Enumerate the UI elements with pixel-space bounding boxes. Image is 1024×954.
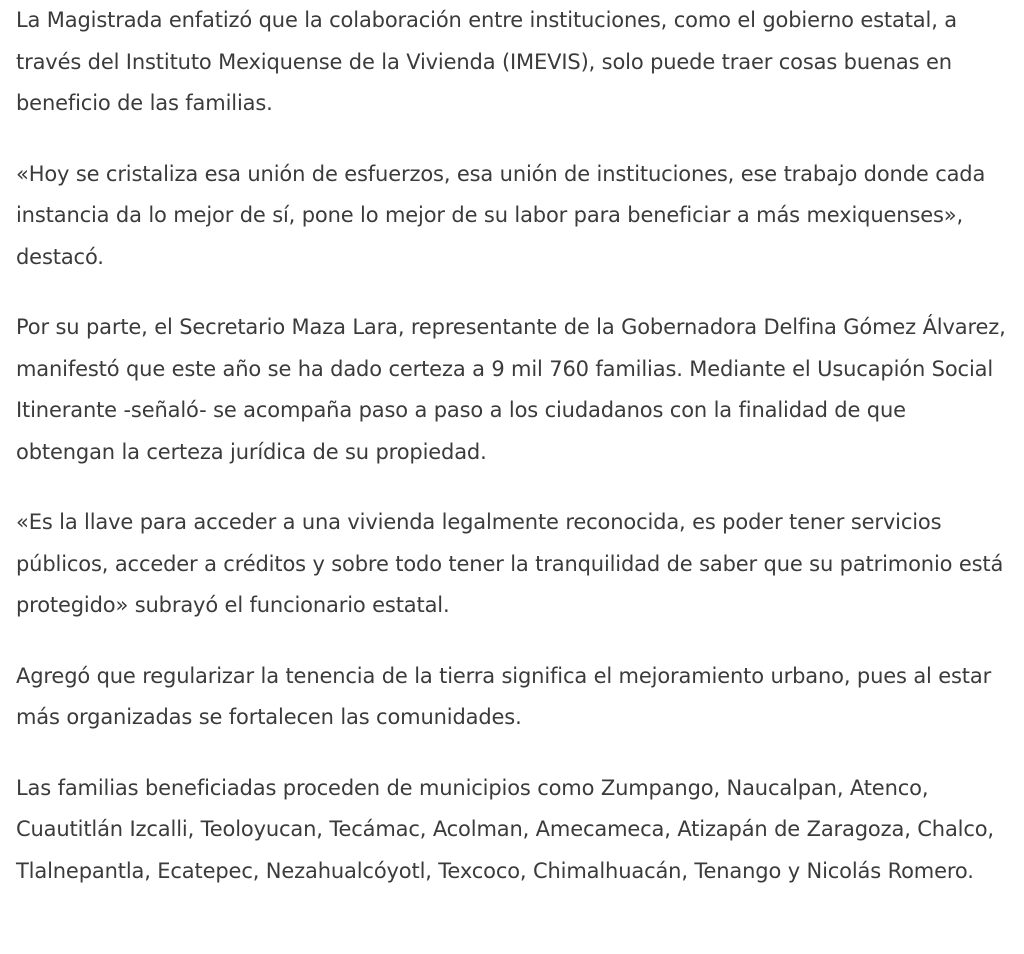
article-paragraph-4: «Es la llave para acceder a una vivienda legalmente reconocida, es poder tener servicios públicos, acceder a créditos y sobre todo tener la tranquilidad de saber que su patrimonio está protegido» subrayó el funcionario estatal. bbox=[16, 510, 1004, 617]
article-paragraph-5: Agregó que regularizar la tenencia de la tierra significa el mejoramiento urbano, pues al estar más organizadas se fortalecen las comunidades. bbox=[16, 663, 992, 729]
article-paragraph-3: Por su parte, el Secretario Maza Lara, representante de la Gobernadora Delfina Gómez Álvarez, manifestó que este año se ha dado certeza a 9 mil 760 familias. Mediante el Usucapión Social Itinerante -señaló- se acompaña paso a paso a los ciudadanos con la finalidad de que obtengan la certeza jurídica de su propiedad. bbox=[16, 315, 1006, 464]
article-paragraph-1: La Magistrada enfatizó que la colaboración entre instituciones, como el gobierno estatal, a través del Instituto Mexiquense de la Vivienda (IMEVIS), solo puede traer cosas buenas en beneficio de las familias. bbox=[16, 8, 957, 115]
article-body bbox=[16, 0, 1006, 892]
article-paragraph-2: «Hoy se cristaliza esa unión de esfuerzos, esa unión de instituciones, ese trabajo donde cada instancia da lo mejor de sí, pone lo mejor de su labor para beneficiar a más mexiquenses», destacó. bbox=[16, 161, 986, 269]
article-paragraph-6: Las familias beneficiadas proceden de municipios como Zumpango, Naucalpan, Atenco, Cuautitlán Izcalli, Teoloyucan, Tecámac, Acolman, Amecameca, Atizapán de Zaragoza, Chalco, Tlalnepantla, Ecatepec, Nezahualcóyotl, Texcoco, Chimalhuacán, Tenango y Nicolás Romero. bbox=[16, 775, 994, 883]
